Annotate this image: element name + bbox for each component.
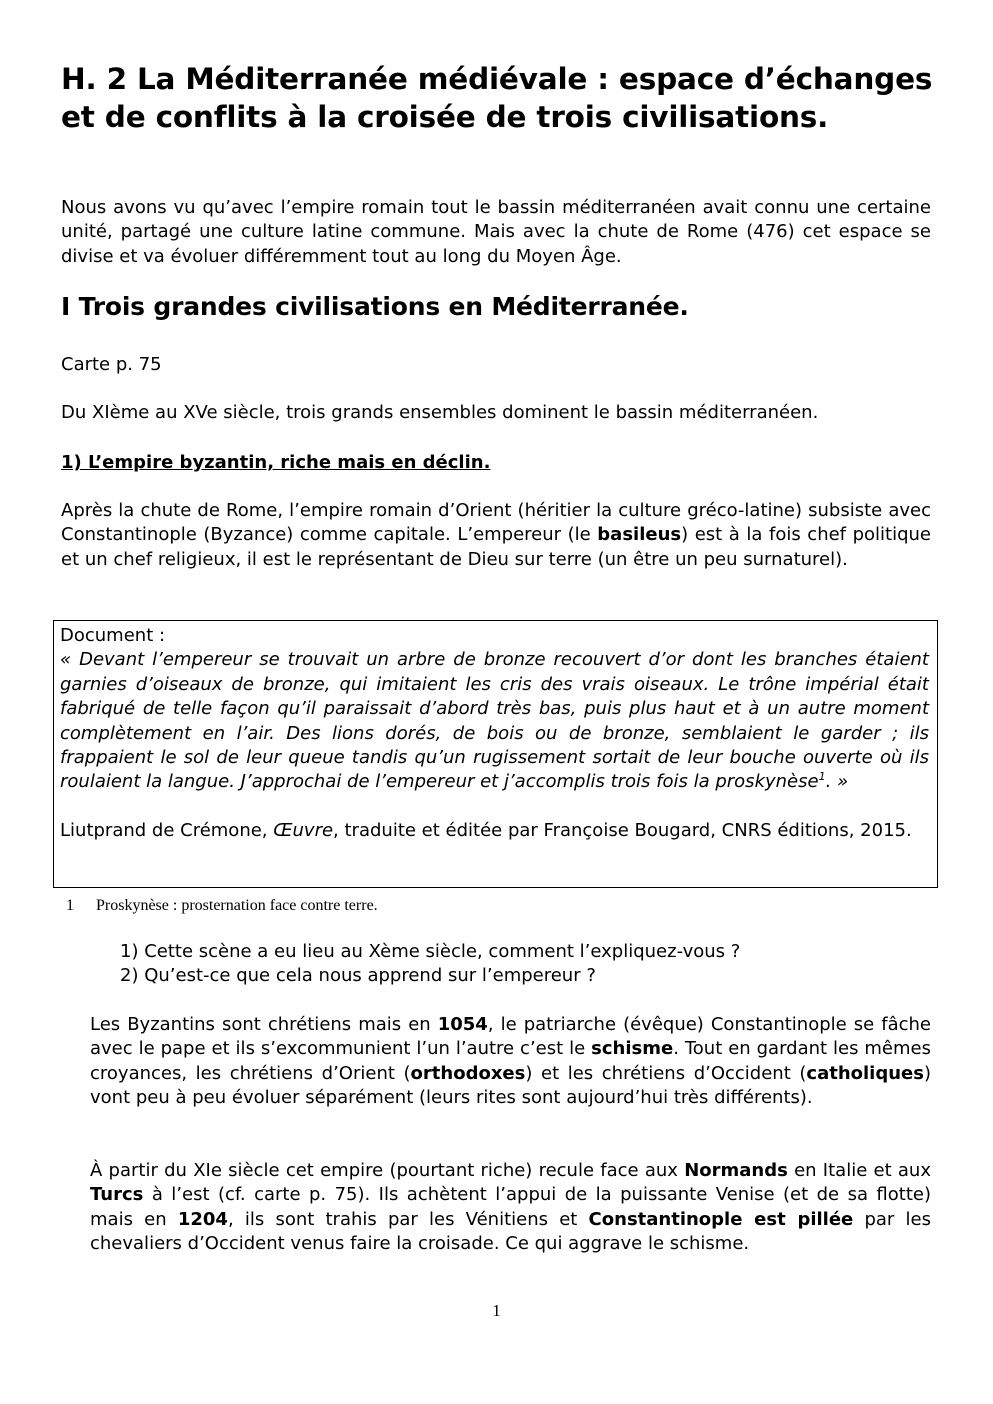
- byzantine-paragraph: [61, 499, 931, 572]
- footnote-text: Proskynèse : prosternation face contre terre.: [96, 897, 378, 914]
- source-author: Liutprand de Crémone,: [60, 819, 274, 841]
- map-reference: Carte p. 75: [61, 354, 162, 375]
- document-box: [53, 620, 938, 888]
- source-rest: , traduite et éditée par Françoise Bougard, CNRS éditions, 2015.: [333, 819, 912, 841]
- schism-paragraph: [90, 1013, 931, 1111]
- text-span: , ils sont trahis par les Vénitiens et: [227, 1208, 589, 1230]
- text-span: par les chevaliers d’Occident venus faire la croisade. Ce qui aggrave le schisme.: [90, 1208, 931, 1255]
- bold-term: Normands: [684, 1160, 788, 1181]
- footnote: [66, 896, 378, 916]
- intro-paragraph: Nous avons vu qu’avec l’empire romain tout le bassin méditerranéen avait connu une certaine unité, partagé une culture latine commune. Mais avec la chute de Rome (476) cet espace se divise et va évoluer différemment tout au long du Moyen Âge.: [61, 197, 931, 267]
- text-span: ) et les chrétiens d’Occident (: [525, 1062, 807, 1084]
- footnote-mark: 1: [818, 770, 826, 784]
- quote-text: « Devant l’empereur se trouvait un arbre de bronze recouvert d’or dont les branches étaient garnies d’oiseaux de bronze, qui imitaient les cris des vrais oiseaux. Le trône impérial était fabriqué de telle façon qu’il paraissait d’abord très bas, puis plus haut et à un autre moment complètement en l’air. Des lions dorés, de bois ou de bronze, semblaient le garder ; ils frappaient le sol de leur queue tandis qu’un rugissement sortait de leur bouche ouverte où ils roulaient la langue. J’approchai de l’empereur et j’accomplis trois fois la proskynèse: [60, 649, 929, 793]
- bold-term: schisme: [591, 1038, 674, 1060]
- overview-text: Du XIème au XVe siècle, trois grands ensembles dominent le bassin méditerranéen.: [61, 402, 819, 423]
- question-item: 2) Qu’est-ce que cela nous apprend sur l’empereur ?: [120, 965, 596, 987]
- bold-term: Turcs: [90, 1184, 144, 1206]
- text-span: À partir du XIe siècle cet empire (pourtant riche) recule face aux: [90, 1160, 685, 1181]
- spacer: [60, 795, 929, 819]
- bold-term: 1204: [177, 1208, 228, 1230]
- text-span: à l’est (cf. carte p. 75). Ils achètent l’appui de la puissante Venise (et de sa flotte) mais en: [90, 1184, 931, 1230]
- bold-term: Constantinople est pillée: [588, 1208, 854, 1230]
- text-span: Après la chute de Rome, l’empire romain d’Orient (héritier la culture gréco-latine) subsiste avec Constantinople (Byzance) comme capitale. L’empereur (le: [61, 500, 931, 546]
- source-work: Œuvre: [273, 819, 334, 841]
- document-quote: [60, 648, 929, 794]
- text-span: , le patriarche (évêque) Constantinople se fâche avec le pape et ils s’excommunient l’un l’autre c’est le: [90, 1014, 931, 1060]
- subsection-heading: 1) L’empire byzantin, riche mais en déclin.: [61, 452, 491, 473]
- document-label: Document :: [60, 625, 166, 646]
- text-span: ) est à la fois chef politique et un chef religieux, il est le représentant de Dieu sur terre (un être un peu surnaturel).: [61, 524, 931, 570]
- question-item: 1) Cette scène a eu lieu au Xème siècle, comment l’expliquez-vous ?: [120, 941, 741, 962]
- text-span: en Italie et aux: [787, 1160, 931, 1181]
- page-number: 1: [492, 1301, 501, 1320]
- page-title: H. 2 La Méditerranée médiévale : espace d’échanges et de conflits à la croisée de trois civilisations.: [61, 62, 933, 134]
- bold-term: catholiques: [806, 1062, 924, 1084]
- bold-term: basileus: [597, 524, 682, 546]
- question-list: [120, 940, 740, 989]
- decline-paragraph: [90, 1159, 931, 1257]
- text-span: Les Byzantins sont chrétiens mais en: [90, 1014, 438, 1035]
- document-source: [60, 819, 929, 843]
- section-heading: I Trois grandes civilisations en Méditerranée.: [61, 292, 689, 321]
- bold-term: orthodoxes: [410, 1062, 526, 1084]
- footnote-number: 1: [66, 897, 74, 914]
- quote-end: . »: [825, 771, 849, 793]
- text-span: . Tout en gardant les mêmes croyances, les chrétiens d’Orient (: [90, 1038, 931, 1084]
- bold-term: 1054: [437, 1014, 488, 1035]
- text-span: ) vont peu à peu évoluer séparément (leurs rites sont aujourd’hui très différents).: [90, 1062, 931, 1109]
